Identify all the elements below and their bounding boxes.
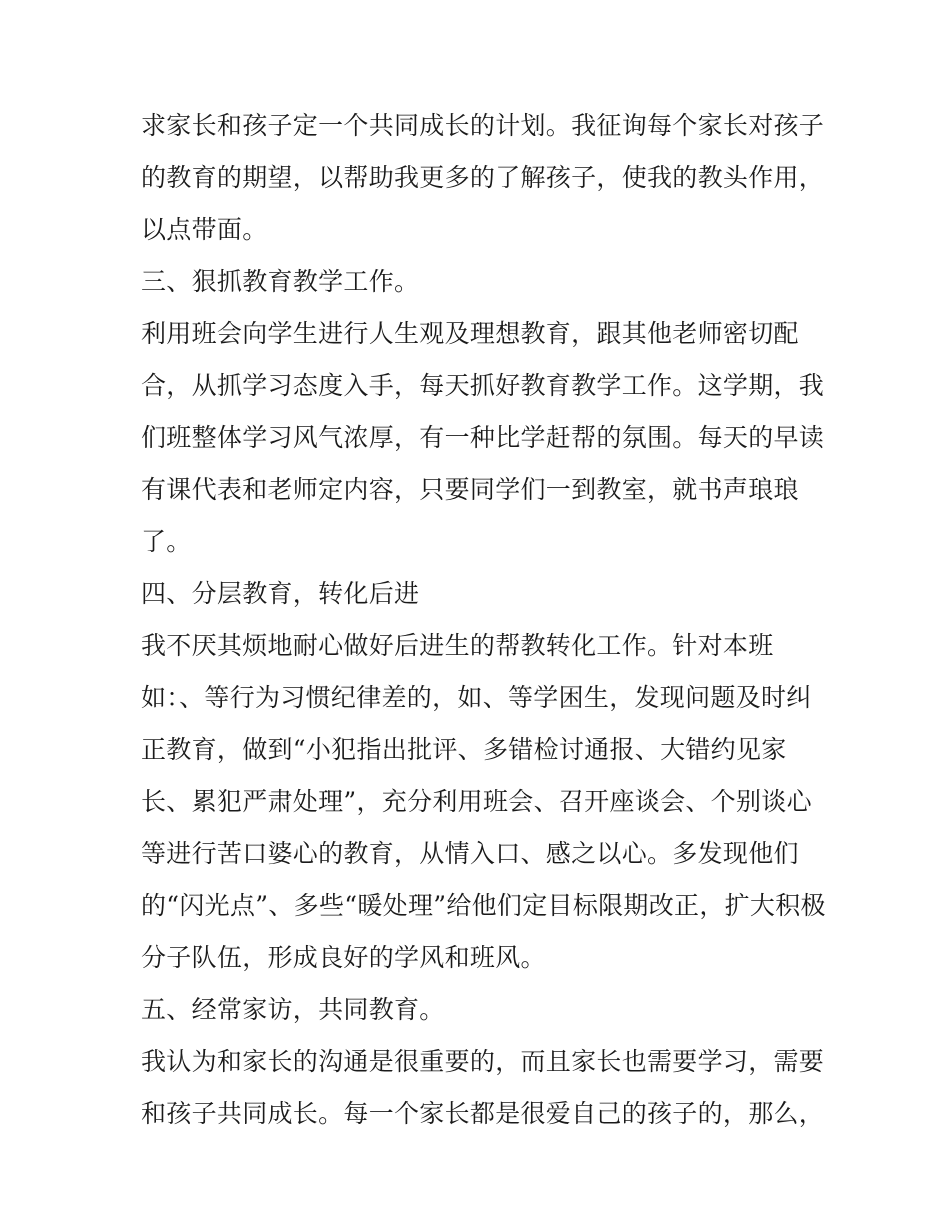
text-line: 我认为和家长的沟通是很重要的，而且家长也需要学习，需要	[141, 1047, 825, 1076]
text-line: 分子队伍，形成良好的学风和班风。	[141, 943, 546, 972]
text-line: 的教育的期望，以帮助我更多的了解孩子，使我的教头作用，	[141, 163, 825, 192]
text-line: 和孩子共同成长。每一个家长都是很爱自己的孩子的，那么，	[141, 1099, 825, 1128]
text-line: 我不厌其烦地耐心做好后进生的帮教转化工作。针对本班	[141, 631, 774, 660]
text-line: 长、累犯严肃处理”，充分利用班会、召开座谈会、个别谈心	[141, 787, 812, 816]
text-line: 们班整体学习风气浓厚，有一种比学赶帮的氛围。每天的早读	[141, 423, 825, 452]
text-line: 求家长和孩子定一个共同成长的计划。我征询每个家长对孩子	[141, 111, 825, 140]
text-line: 正教育，做到“小犯指出批评、多错检讨通报、大错约见家	[141, 735, 787, 764]
section-heading: 四、分层教育，转化后进	[141, 579, 420, 608]
text-line: 以点带面。	[141, 215, 268, 244]
text-line: 的“闪光点”、多些“暖处理”给他们定目标限期改正，扩大积极	[141, 891, 826, 920]
section-heading: 三、狠抓教育教学工作。	[141, 267, 420, 296]
text-line: 了。	[141, 527, 192, 556]
section-heading: 五、经常家访，共同教育。	[141, 995, 445, 1024]
text-line: 合，从抓学习态度入手，每天抓好教育教学工作。这学期，我	[141, 371, 825, 400]
text-line: 利用班会向学生进行人生观及理想教育，跟其他老师密切配	[141, 319, 799, 348]
text-line: 等进行苦口婆心的教育，从情入口、感之以心。多发现他们	[141, 839, 799, 868]
text-line: 有课代表和老师定内容，只要同学们一到教室，就书声琅琅	[141, 475, 799, 504]
text-line: 如：、等行为习惯纪律差的，如、等学困生，发现问题及时纠	[141, 683, 812, 712]
